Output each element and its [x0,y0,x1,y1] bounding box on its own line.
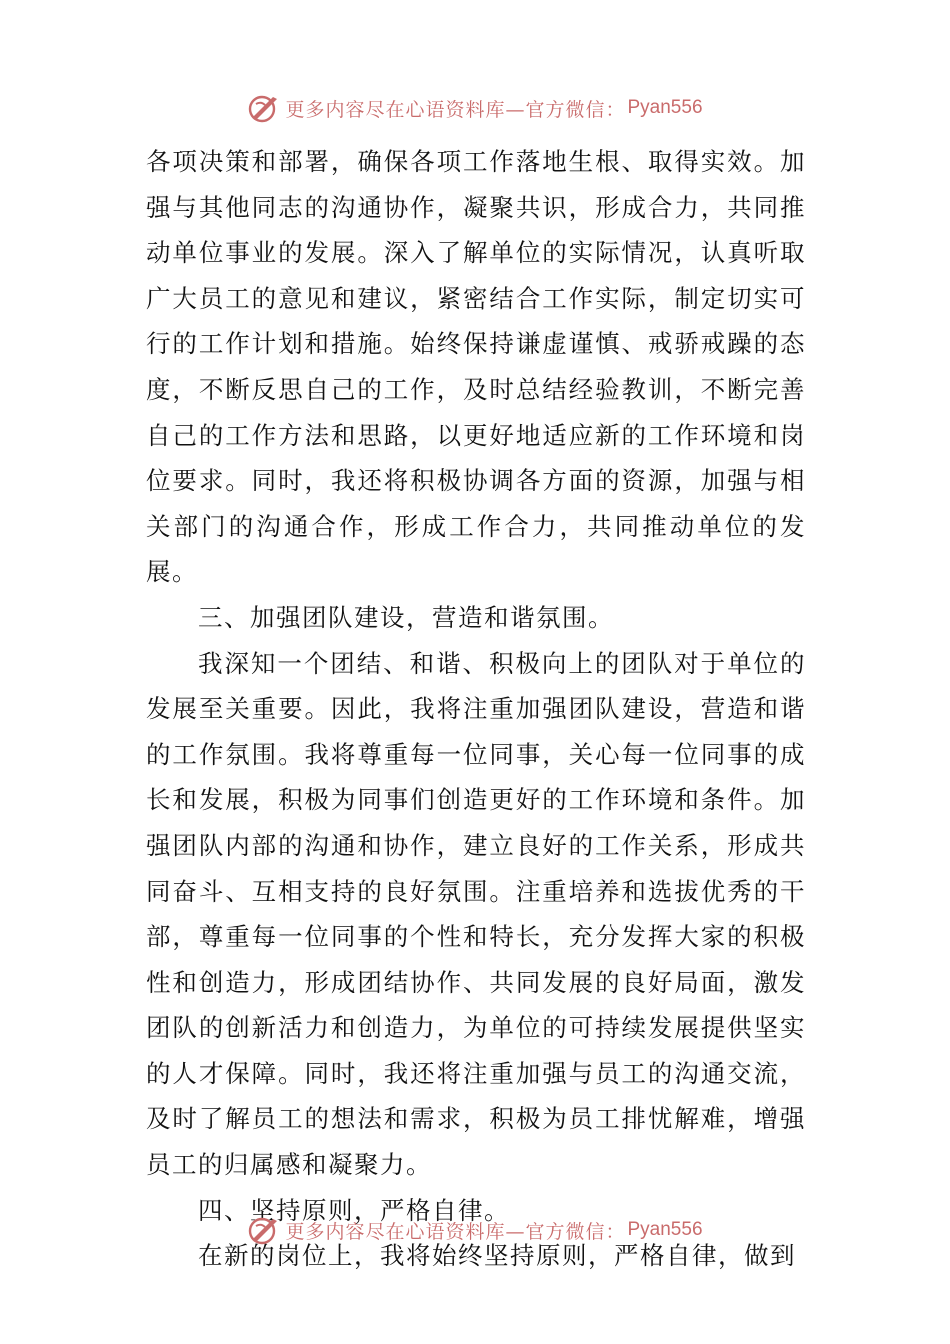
watermark-text: 更多内容尽在心语资料库—官方微信： [285,1220,626,1243]
paragraph-continued: 各项决策和部署，确保各项工作落地生根、取得实效。加强与其他同志的沟通协作，凝聚共识，形成合力，共同推动单位事业的发展。深入了解单位的实际情况，认真听取广大员工的意见和建议，紧密结合工作实际，制定切实可行的工作计划和措施。始终保持谦虚谨慎、戒骄戒躁的态度，不断反思自己的工作，及时总结经验教训，不断完善自己的工作方法和思路，以更好地适应新的工作环境和岗位要求。同时，我还将积极协调各方面的资源，加强与相关部门的沟通合作，形成工作合力，共同推动单位的发展。 [146,147,806,587]
paragraph-principles: 在新的岗位上，我将始终坚持原则，严格自律，做到 [198,1241,796,1271]
pen-logo-icon [247,1213,281,1247]
watermark-id: Pyan556 [627,97,703,118]
document-body [146,139,806,1279]
paragraph-team-building: 我深知一个团结、和谐、积极向上的团队对于单位的发展至关重要。因此，我将注重加强团队建设，营造和谐的工作氛围。我将尊重每一位同事，关心每一位同事的成长和发展，积极为同事们创造更好的工作环境和条件。加强团队内部的沟通和协作，建立良好的工作关系，形成共同奋斗、互相支持的良好氛围。注重培养和选拔优秀的干部，尊重每一位同事的个性和特长，充分发挥大家的积极性和创造力，形成团结协作、共同发展的良好局面，激发团队的创新活力和创造力，为单位的可持续发展提供坚实的人才保障。同时，我还将注重加强与员工的沟通交流，及时了解员工的想法和需求，积极为员工排忧解难，增强员工的归属感和凝聚力。 [146,648,806,1180]
section-heading-4: 四、坚持原则，严格自律。 [198,1195,510,1225]
watermark-text: 更多内容尽在心语资料库—官方微信： [285,98,626,121]
pen-logo-icon [247,91,281,125]
watermark-footer [0,1210,950,1250]
section-heading-3: 三、加强团队建设，营造和谐氛围。 [198,602,614,632]
watermark-id: Pyan556 [627,1219,703,1240]
watermark-header [0,88,950,128]
